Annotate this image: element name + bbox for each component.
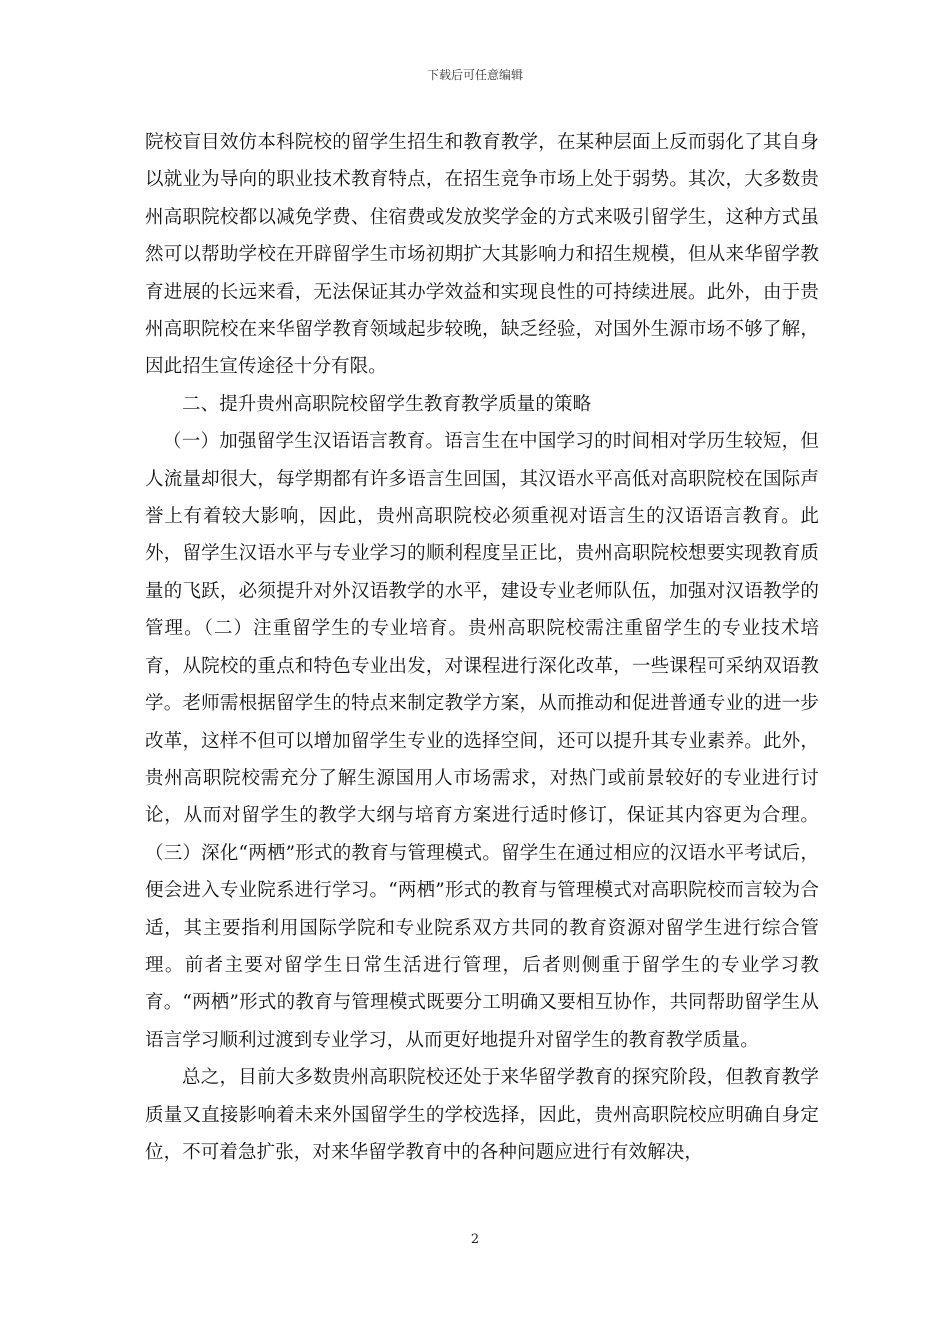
paragraph-strategies: （一）加强留学生汉语语言教育。语言生在中国学习的时间相对学历生较短，但人流量却很大，每学期都有许多语言生回国，其汉语水平高低对高职院校在国际声誉上有着较大影响，因此，贵州高职院校必须重视对语言生的汉语语言教育。此外，留学生汉语水平与专业学习的顺利程度呈正比，贵州高职院校想要实现教育质量的飞跃，必须提升对外汉语教学的水平，建设专业老师队伍，加强对汉语教学的管理。（二）注重留学生的专业培育。贵州高职院校需注重留学生的专业技术培育，从院校的重点和特色专业出发，对课程进行深化改革，一些课程可采纳双语教学。老师需根据留学生的特点来制定教学方案，从而推动和促进普通专业的进一步改革，这样不但可以增加留学生专业的选择空间，还可以提升其专业素养。此外，贵州高职院校需充分了解生源国用人市场需求，对热门或前景较好的专业进行讨论，从而对留学生的教学大纲与培育方案进行适时修订，保证其内容更为合理。（三）深化“两栖”形式的教育与管理模式。留学生在通过相应的汉语水平考试后，便会进入专业院系进行学习。“两栖”形式的教育与管理模式对高职院校而言较为合适，其主要指利用国际学院和专业院系双方共同的教育资源对留学生进行综合管理。前者主要对留学生日常生活进行管理，后者则侧重于留学生的专业学习教育。“两栖”形式的教育与管理模式既要分工明确又要相互协作，共同帮助留学生从语言学习顺利过渡到专业学习，从而更好地提升对留学生的教育教学质量。 bbox=[145, 431, 819, 1051]
page-number: 2 bbox=[470, 1232, 480, 1247]
paragraph-continuation: 院校盲目效仿本科院校的留学生招生和教育教学，在某种层面上反而弱化了其自身以就业为导向的职业技术教育特点，在招生竞争市场上处于弱势。其次，大多数贵州高职院校都以减免学费、住宿费或发放奖学金的方式来吸引留学生，这种方式虽然可以帮助学校在开辟留学生市场初期扩大其影响力和招生规模，但从来华留学教育进展的长远来看，无法保证其办学效益和实现良性的可持续进展。此外，由于贵州高职院校在来华留学教育领域起步较晚，缺乏经验，对国外生源市场不够了解，因此招生宣传途径十分有限。 bbox=[145, 132, 819, 378]
paragraph-conclusion: 总之，目前大多数贵州高职院校还处于来华留学教育的探究阶段，但教育教学质量又直接影响着未来外国留学生的学校选择，因此，贵州高职院校应明确自身定位，不可着急扩张，对来华留学教育中的各种问题应进行有效解决， bbox=[145, 1067, 819, 1163]
page-header: 下载后可任意编辑 bbox=[426, 68, 523, 82]
document-body bbox=[145, 124, 819, 1171]
section-heading: 二、提升贵州高职院校留学生教育教学质量的策略 bbox=[182, 393, 592, 415]
